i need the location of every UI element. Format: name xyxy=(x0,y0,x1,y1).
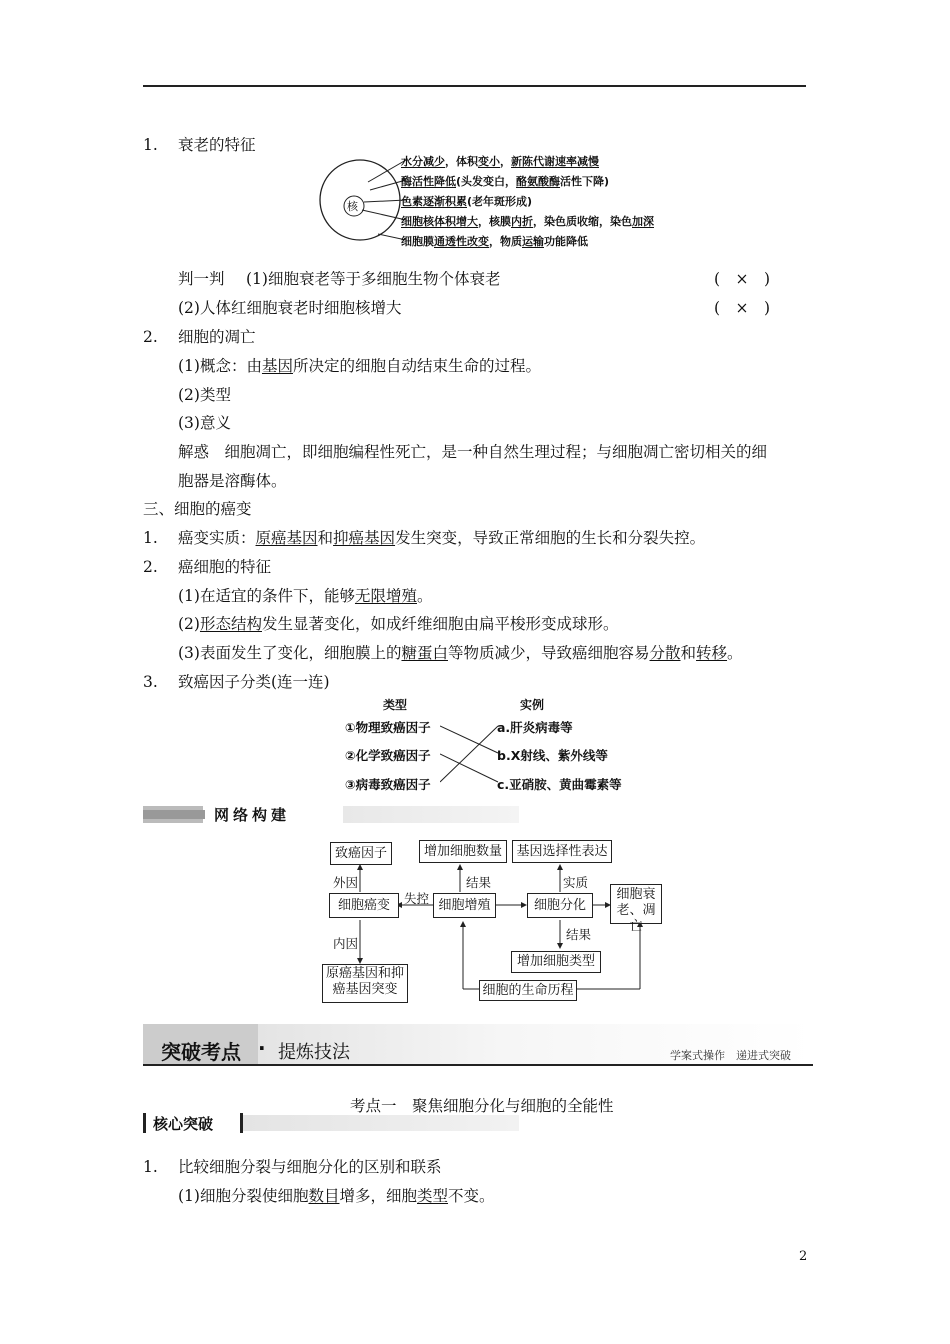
aging-feature-fragment: 通透性改变 xyxy=(434,235,489,248)
aging-feature-fragment: 酪氨酸酶 xyxy=(516,175,561,188)
box-life-history: 细胞的生命历程 xyxy=(479,980,577,1001)
aging-feature-3 xyxy=(401,193,532,209)
apoptosis-meaning: (3)意义 xyxy=(178,414,231,432)
box-differentiation: 细胞分化 xyxy=(527,893,593,918)
nucleus-label: 核 xyxy=(347,200,358,213)
aging-feature-1 xyxy=(401,153,599,169)
box-cancer: 细胞癌变 xyxy=(329,893,399,918)
match-head-right: 实例 xyxy=(520,698,545,712)
judge-answer-1: ( × ) xyxy=(714,270,771,288)
network-banner-bar xyxy=(143,810,205,819)
aging-feature-fragment: ，物质 xyxy=(489,235,522,248)
aging-feature-fragment: 加深 xyxy=(632,215,654,228)
match-right-2: b.X射线、紫外线等 xyxy=(497,748,608,763)
aging-feature-fragment: 功能降低 xyxy=(544,235,588,248)
apoptosis-heading: 细胞的凋亡 xyxy=(178,328,256,346)
aging-feature-fragment: 色素逐渐积累 xyxy=(401,195,467,208)
cancer-s1: 癌变实质：原癌基因和抑癌基因发生突变，导致正常细胞的生长和分裂失控。 xyxy=(178,529,706,547)
cancer-s3: 致癌因子分类(连一连) xyxy=(178,673,330,691)
label-out-of-control: 失控 xyxy=(404,891,430,906)
label-essence: 实质 xyxy=(563,875,589,890)
match-left-3: ③病毒致癌因子 xyxy=(345,777,431,792)
breakthrough-title: 突破考点 xyxy=(161,1040,241,1064)
point1-title: 考点一 聚焦细胞分化与细胞的全能性 xyxy=(350,1097,614,1115)
label-result-2: 结果 xyxy=(566,927,592,942)
breakthrough-subtitle: 提炼技法 xyxy=(278,1042,350,1063)
core-title: 核心突破 xyxy=(153,1115,214,1133)
apoptosis-concept: (1)概念：由基因所决定的细胞自动结束生命的过程。 xyxy=(178,357,541,375)
label-internal: 内因 xyxy=(333,936,359,951)
apoptosis-type: (2)类型 xyxy=(178,386,231,404)
cancer-s2-num: 2. xyxy=(143,558,158,576)
match-left-1: ①物理致癌因子 xyxy=(345,720,431,735)
aging-feature-fragment: ，体积 xyxy=(445,155,478,168)
apoptosis-heading-num: 2. xyxy=(143,328,158,346)
aging-feature-fragment: 运输 xyxy=(522,235,544,248)
aging-heading-num: 1. xyxy=(143,136,158,154)
judge-item-1: (1)细胞衰老等于多细胞生物个体衰老 xyxy=(246,270,501,288)
judge-label: 判一判 xyxy=(178,270,225,288)
aging-heading: 衰老的特征 xyxy=(178,136,256,154)
box-genes-mutation: 原癌基因和抑癌基因突变 xyxy=(322,964,408,1003)
breakthrough-rule xyxy=(143,1064,813,1066)
breakthrough-dot: · xyxy=(258,1036,266,1060)
cancer-feature-2: (2)形态结构发生显著变化，如成纤维细胞由扁平梭形变成球形。 xyxy=(178,615,619,633)
cancer-section-title: 三、细胞的癌变 xyxy=(143,500,252,518)
header-rule xyxy=(143,85,806,87)
cell-outline xyxy=(320,160,400,240)
box-increase-number: 增加细胞数量 xyxy=(419,840,507,863)
aging-feature-4 xyxy=(401,213,654,229)
aging-feature-fragment: 细胞核体积增大 xyxy=(401,215,478,228)
match-lines xyxy=(440,718,500,788)
apoptosis-note-1: 解惑 细胞凋亡，即细胞编程性死亡，是一种自然生理过程；与细胞凋亡密切相关的细 xyxy=(178,443,768,461)
aging-feature-fragment: (老年斑形成) xyxy=(467,195,533,208)
aging-feature-fragment: ，核膜 xyxy=(478,215,511,228)
aging-feature-fragment: ，染色质收缩，染色 xyxy=(533,215,632,228)
box-increase-types: 增加细胞类型 xyxy=(511,951,601,973)
cancer-s2: 癌细胞的特征 xyxy=(178,558,272,576)
aging-feature-2 xyxy=(401,173,609,189)
aging-feature-fragment: ， xyxy=(500,155,511,168)
aging-diagram xyxy=(318,150,408,242)
cancer-s1-num: 1. xyxy=(143,529,158,547)
core-bar-left xyxy=(143,1113,146,1133)
box-aging: 细胞衰老、凋亡 xyxy=(610,884,662,924)
cancer-s3-num: 3. xyxy=(143,673,158,691)
aging-feature-5 xyxy=(401,233,588,249)
cancer-feature-1: (1)在适宜的条件下，能够无限增殖。 xyxy=(178,587,433,605)
box-gene-expression: 基因选择性表达 xyxy=(512,840,612,863)
match-right-1: a.肝炎病毒等 xyxy=(497,720,573,735)
aging-feature-fragment: 酶活性降低 xyxy=(401,175,456,188)
page-number: 2 xyxy=(799,1249,808,1264)
aging-feature-fragment: 活性下降) xyxy=(560,175,610,188)
aging-feature-fragment: 内折 xyxy=(511,215,533,228)
label-external: 外因 xyxy=(333,875,359,890)
network-title: 网络构建 xyxy=(214,806,291,824)
point1-item: 比较细胞分裂与细胞分化的区别和联系 xyxy=(178,1158,442,1176)
match-head-left: 类型 xyxy=(383,698,408,712)
aging-feature-fragment: 新陈代谢速率减慢 xyxy=(511,155,599,168)
apoptosis-note-2: 胞器是溶酶体。 xyxy=(178,472,287,490)
match-right-3: c.亚硝胺、黄曲霉素等 xyxy=(497,777,622,792)
aging-feature-fragment: (头发变白， xyxy=(456,175,517,188)
judge-item-2: (2)人体红细胞衰老时细胞核增大 xyxy=(178,299,402,317)
aging-feature-fragment: 变小 xyxy=(478,155,500,168)
label-result-1: 结果 xyxy=(466,875,492,890)
box-carcinogen: 致癌因子 xyxy=(330,842,392,865)
point1-sub: (1)细胞分裂使细胞数目增多，细胞类型不变。 xyxy=(178,1187,495,1205)
aging-feature-fragment: 水分减少 xyxy=(401,155,445,168)
core-bar-right xyxy=(240,1113,243,1133)
point1-item-num: 1. xyxy=(143,1158,158,1176)
breakthrough-right: 学案式操作 递进式突破 xyxy=(670,1049,791,1062)
cancer-feature-3: (3)表面发生了变化，细胞膜上的糖蛋白等物质减少，导致癌细胞容易分散和转移。 xyxy=(178,644,743,662)
aging-feature-fragment: 细胞膜 xyxy=(401,235,434,248)
match-left-2: ②化学致癌因子 xyxy=(345,748,431,763)
box-proliferation: 细胞增殖 xyxy=(433,893,496,918)
judge-answer-2: ( × ) xyxy=(714,299,771,317)
